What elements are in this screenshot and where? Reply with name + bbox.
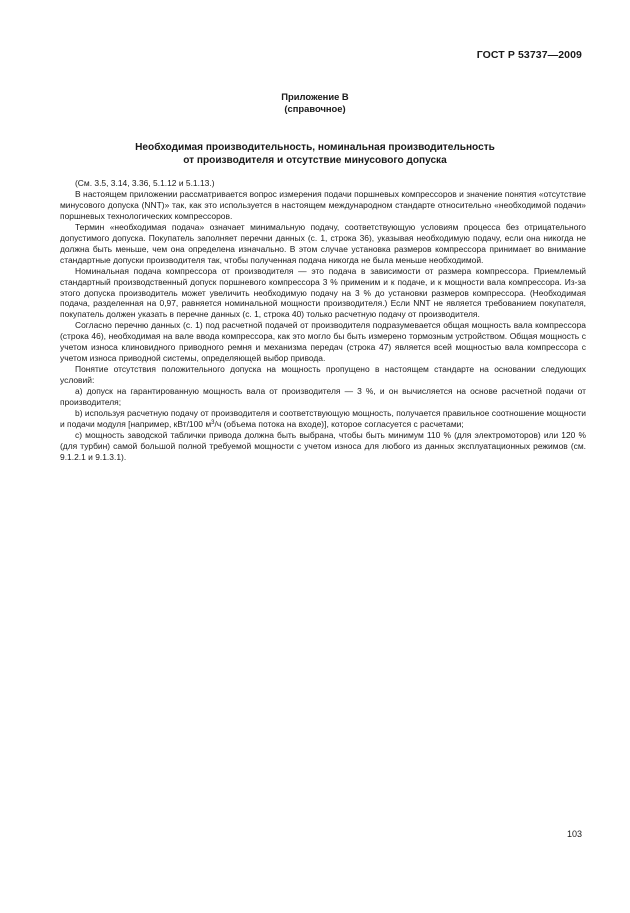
paragraph-intro: В настоящем приложении рассматривается вопрос измерения подачи поршневых компрессоров и значение понятия «отсутствие минусового допуска (NNT)» так, как это используется в настоящем международном стандарте относительно «необходимой подачи» поршневых технологических компрессоров. [60,188,586,221]
list-item-b [60,408,586,430]
page-number: 103 [566,829,582,839]
body-text [60,178,586,463]
paragraph-rated-flow: Номинальная подача компрессора от производителя — это подача в зависимости от размера компрессора. Приемлемый стандартный производственный допуск поршневого компрессора 3 % применим и к подаче, и к мощности вала компрессора. Из-за этого допуска производитель может увеличить необходимую подачу на 3 % до установки размеров компрессора. (Необходимая подача, разделенная на 0,97, равняется номинальной мощности производителя.) Если NNT не является требованием покупателя, покупатель должен указать в перечне данных (с. 1, строка 40) только расчетную подачу от производителя. [60,265,586,320]
paragraph-required-flow: Термин «необходимая подача» означает минимальную подачу, соответствующую условиям процесса без отрицательного допустимого допуска. Покупатель заполняет перечни данных (с. 1, строка 36), указывая необходимую подачу, если она никогда не должна быть меньше, чем она определена изначально. В этом случае установка размеров компрессора принимает во внимание стандартные допуски производителя так, чтобы полученная подача никогда не была меньше необходимой. [60,221,586,265]
standard-code: ГОСТ Р 53737—2009 [476,49,582,61]
section-title-line-1: Необходимая производительность, номинальная производительность [135,142,495,153]
paragraph-shaft-power: Согласно перечню данных (с. 1) под расчетной подачей от производителя подразумевается общая мощность вала компрессора (строка 46), необходимая на вале ввода компрессора, как это могло бы быть измерено тормозным устройством. Общая мощность с учетом износа клиновидного приводного ремня и механизма передач (строка 47) является всей мощностью вала компрессора с учетом износа приводной системы, определяющей выбор привода. [60,320,586,364]
list-item-c: c) мощность заводской таблички привода должна быть выбрана, чтобы быть минимум 110 % (для электромоторов) или 120 % (для турбин) самой большой полной требуемой мощности с учетом износа для любого из данных эксплуатационных режимов (см. 9.1.2.1 и 9.1.3.1). [60,429,586,462]
annex-title: Приложение В [281,91,349,102]
superscript-cube: 3 [211,419,215,426]
section-title [0,141,630,167]
section-title-line-2: от производителя и отсутствие минусового допуска [183,155,447,167]
paragraph-references: (См. 3.5, 3.14, 3.36, 5.1.12 и 5.1.13.) [75,178,215,188]
list-item-a: a) допуск на гарантированную мощность вала от производителя — 3 %, и он вычисляется на основе расчетной подачи от производителя; [60,386,586,408]
annex-heading [0,91,630,116]
annex-type: (справочное) [284,103,346,115]
list-item-b-text: b) используя расчетную подачу от производителя и соответствующую мощность, получается правильное соотношение мощности и подачи модуля [например, кВт/100 м [60,408,586,429]
list-item-b-text-end: /ч (объема потока на входе)], которое согласуется с расчетами; [214,418,464,429]
paragraph-tolerance-conditions: Понятие отсутствия положительного допуска на мощность пропущено в настоящем стандарте на основании следующих условий: [60,364,586,386]
